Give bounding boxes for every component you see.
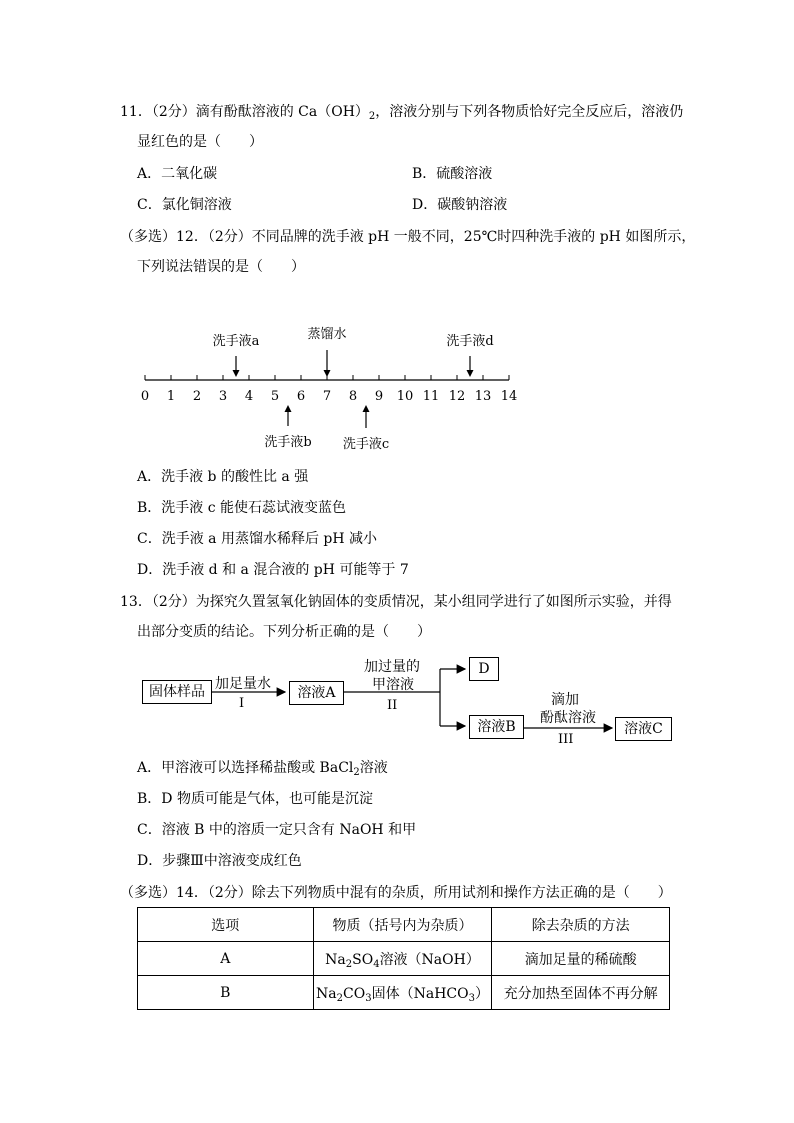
header-option: 选项 — [138, 908, 314, 942]
table-row — [138, 942, 670, 976]
q11-option-a: A．二氧化碳 — [137, 166, 218, 182]
q11-option-d: D．碳酸钠溶液 — [412, 197, 508, 213]
q12-option-d: D．洗手液 d 和 a 混合液的 pH 可能等于 7 — [137, 562, 409, 578]
flow-step2-label-1: 加过量的 — [364, 659, 420, 675]
ph-marker-label: 洗手液b — [264, 435, 312, 450]
flow-step1-number: I — [239, 696, 245, 711]
ph-tick-label: 3 — [218, 389, 228, 404]
q13-option-c: C．溶液 B 中的溶质一定只含有 NaOH 和甲 — [137, 822, 417, 838]
header-substance: 物质（括号内为杂质） — [313, 908, 492, 942]
row-a-option: A — [138, 942, 314, 976]
ph-tick-label: 0 — [140, 389, 150, 404]
flow-step1-label: 加足量水 — [215, 676, 271, 692]
flow-box-d: D — [469, 657, 499, 681]
q13-option-a: A．甲溶液可以选择稀盐酸或 BaCl$_2$溶液 — [137, 760, 388, 778]
flow-box-solid-sample: 固体样品 — [142, 680, 212, 704]
q12-option-b: B．洗手液 c 能使石蕊试液变蓝色 — [137, 500, 347, 516]
q11-option-c: C．氯化铜溶液 — [137, 197, 232, 213]
ph-tick-label: 6 — [296, 389, 306, 404]
q13-option-d: D．步骤Ⅲ中溶液变成红色 — [137, 853, 302, 869]
flow-step3-label-1: 滴加 — [551, 692, 579, 708]
ph-tick-label: 8 — [348, 389, 358, 404]
ph-tick-label: 7 — [322, 389, 332, 404]
ph-tick-label: 12 — [448, 389, 466, 404]
ph-tick-label: 10 — [396, 389, 414, 404]
row-b-method: 充分加热至固体不再分解 — [492, 976, 670, 1010]
ph-tick-label: 4 — [244, 389, 254, 404]
ph-tick-label: 2 — [192, 389, 202, 404]
ph-tick-label: 13 — [474, 389, 492, 404]
table-row — [138, 976, 670, 1010]
q12-option-c: C．洗手液 a 用蒸馏水稀释后 pH 减小 — [137, 531, 378, 547]
q11-option-b: B．硫酸溶液 — [412, 166, 493, 182]
flow-step3-label-2: 酚酞溶液 — [540, 710, 596, 726]
header-method: 除去杂质的方法 — [492, 908, 670, 942]
row-a-method: 滴加足量的稀硫酸 — [492, 942, 670, 976]
flow-step2-number: II — [387, 698, 398, 713]
ph-marker-label: 洗手液a — [212, 334, 260, 349]
flow-box-solution-b: 溶液B — [469, 715, 524, 739]
ph-tick-label: 11 — [422, 389, 440, 404]
q13-stem-line2: 出部分变质的结论。下列分析正确的是（ ） — [137, 624, 431, 640]
table-header-row — [138, 908, 670, 942]
flow-box-solution-c: 溶液C — [615, 717, 672, 741]
row-a-substance: $Na_2SO_4$溶液（NaOH） — [313, 942, 492, 976]
q12-stem-line2: 下列说法错误的是（ ） — [137, 259, 305, 275]
flow-step3-number: III — [558, 732, 574, 747]
q11-stem-line2: 显红色的是（ ） — [137, 134, 263, 150]
ph-marker-label: 洗手液d — [446, 334, 494, 349]
ph-marker-label: 洗手液c — [342, 437, 390, 452]
ph-tick-label: 1 — [166, 389, 176, 404]
ph-tick-label: 5 — [270, 389, 280, 404]
row-b-substance: $Na_2CO_3$固体（NaHCO$_3$） — [313, 976, 492, 1010]
q12-option-a: A．洗手液 b 的酸性比 a 强 — [137, 469, 309, 485]
q14-stem: （多选）14．（2分）除去下列物质中混有的杂质，所用试剂和操作方法正确的是（ ） — [120, 885, 672, 901]
flow-step2-label-2: 甲溶液 — [372, 677, 414, 693]
q13-stem-line1: 13．（2分）为探究久置氢氧化钠固体的变质情况，某小组同学进行了如图所示实验，并得 — [120, 594, 672, 610]
flow-box-solution-a: 溶液A — [289, 681, 344, 705]
ph-marker-label: 蒸馏水 — [307, 327, 347, 342]
ph-tick-label: 9 — [374, 389, 384, 404]
q12-stem-line1: （多选）12．（2分）不同品牌的洗手液 pH 一般不同，25℃时四种洗手液的 pH 如图所示， — [120, 229, 696, 245]
row-b-option: B — [138, 976, 314, 1010]
ph-tick-label: 14 — [500, 389, 518, 404]
q14-table — [137, 907, 670, 1010]
q13-option-b: B．D 物质可能是气体，也可能是沉淀 — [137, 791, 373, 807]
q11-stem-line1: 11．（2分）滴有酚酞溶液的 $Ca(OH)_2$，溶液分别与下列各物质恰好完全反应后，溶液仍 — [120, 104, 684, 122]
